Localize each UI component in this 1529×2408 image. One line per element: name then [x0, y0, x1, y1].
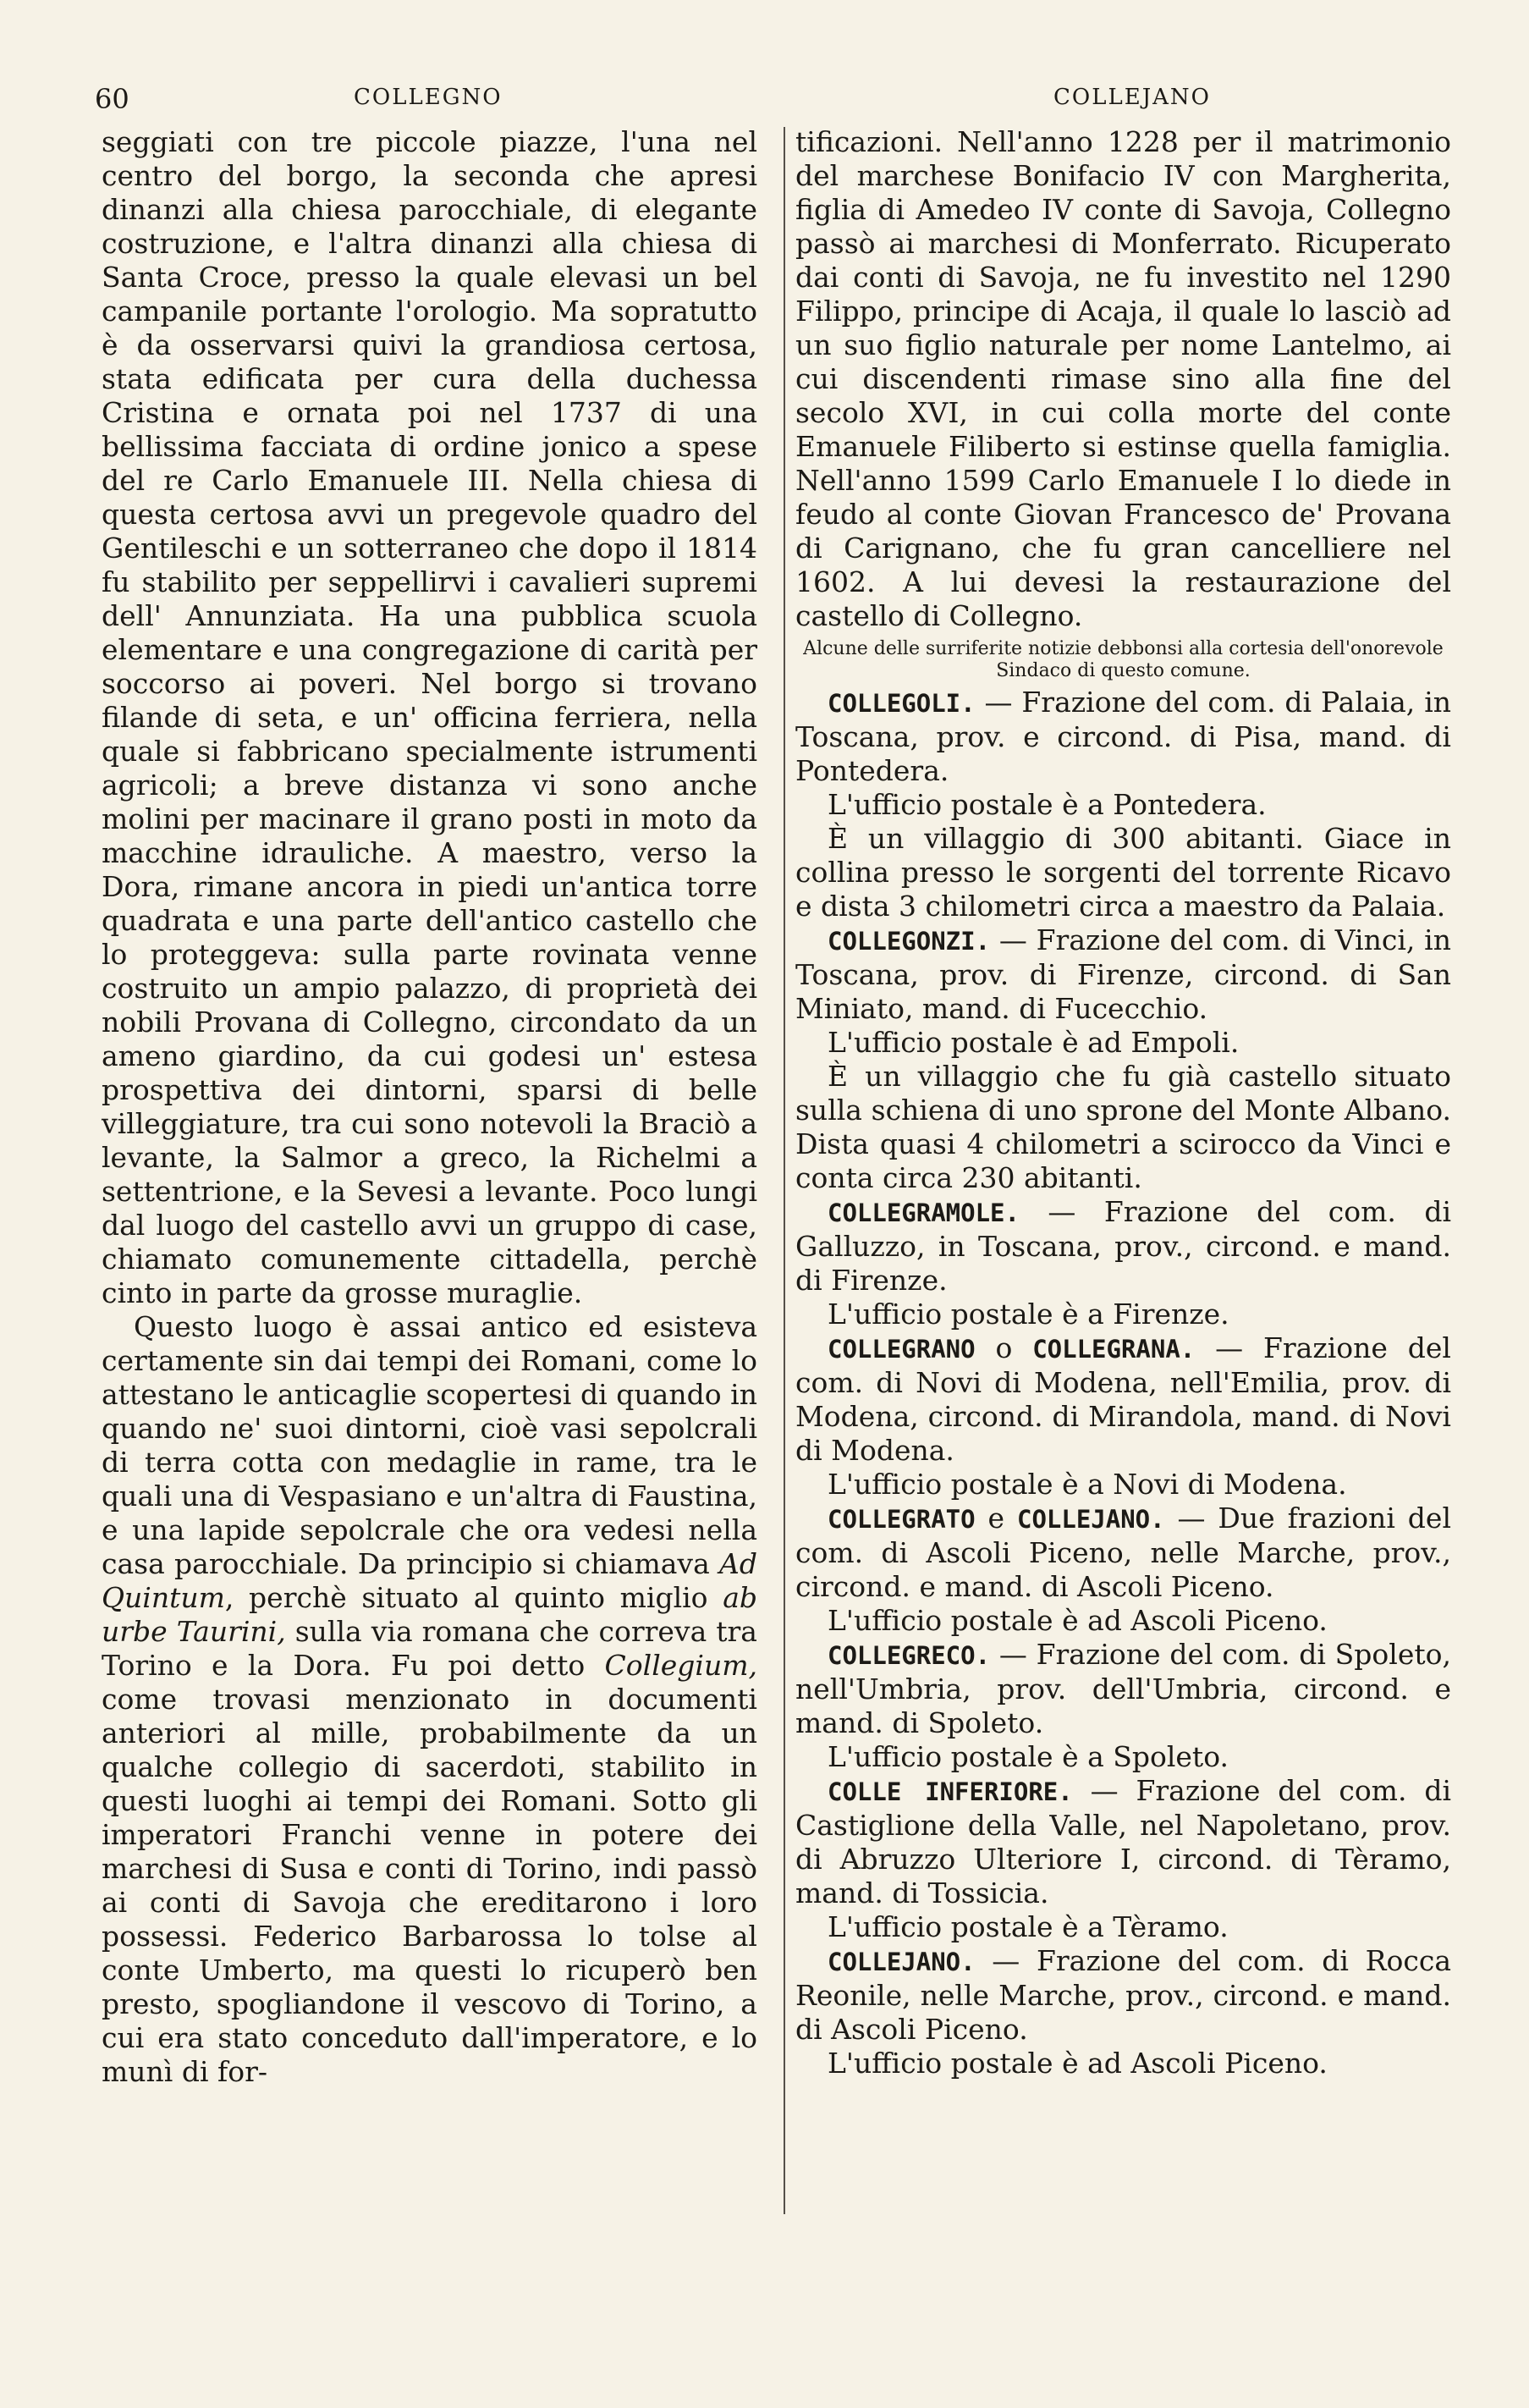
text-run: , perchè situato al quinto miglio: [224, 1581, 723, 1614]
entry-body: — Frazione del com. di Palaia, in Toscana, prov. e circond. di Pisa, mand. di Pontedera.: [795, 686, 1451, 787]
entry-headword: COLLEGOLI.: [828, 689, 976, 718]
gazetteer-entries: [795, 686, 1451, 2080]
text-run: come trovasi menzionato in documenti anteriori al mille, probabilmente da un qualche collegio di sacerdoti, stabilito in questi luoghi ai tempi dei Romani. Sotto gli imperatori Franchi venne in potere dei marchesi di Susa e conti di Torino, indi passò ai conti di Savoja che ereditarono i loro possessi. Federico Barbarossa lo tolse al conte Umberto, ma questi lo ricuperò ben presto, spogliandone il vescovo di Torino, a cui era stato conceduto dall'imperatore, e lo munì di for-: [102, 1683, 757, 2088]
source-note: Alcune delle surriferite notizie debbonsi alla cortesia dell'onorevole Sindaco di questo comune.: [803, 638, 1444, 681]
entry-detail: L'ufficio postale è a Spoleto.: [828, 1740, 1229, 1773]
left-column: [102, 125, 757, 2089]
entry-detail: L'ufficio postale è ad Ascoli Piceno.: [828, 2047, 1328, 2080]
gazetteer-entry: [795, 923, 1451, 1026]
entry-headword: COLLEGRATO: [828, 1505, 976, 1534]
entry-body: — Frazione del com. di Spoleto, nell'Umbria, prov. dell'Umbria, circond. e mand. di Spoleto.: [795, 1638, 1451, 1739]
entry-detail: È un villaggio di 300 abitanti. Giace in collina presso le sorgenti del torrente Ricavo e dista 3 chilometri circa a maestro da Palaia.: [795, 822, 1451, 923]
entry-body: — Frazione del com. di Vinci, in Toscana, prov. di Firenze, circond. di San Miniato, mand. di Fucecchio.: [795, 923, 1451, 1025]
entry-body: — Frazione del com. di Rocca Reonile, nelle Marche, prov., circond. e mand. di Ascoli Piceno.: [795, 1944, 1451, 2046]
entry-detail: L'ufficio postale è a Tèramo.: [828, 1910, 1229, 1943]
latin-term: Collegium,: [604, 1649, 757, 1682]
entry-detail: L'ufficio postale è ad Empoli.: [828, 1026, 1240, 1059]
left-paragraph-2: [102, 1310, 757, 2089]
gazetteer-entry: [795, 686, 1451, 788]
entry-headword: COLLEGRANO: [828, 1335, 976, 1364]
entry-headword: COLLE INFERIORE.: [828, 1777, 1073, 1806]
entry-detail: L'ufficio postale è ad Ascoli Piceno.: [828, 1604, 1328, 1637]
entry-body: — Frazione del com. di Novi di Modena, nell'Emilia, prov. di Modena, circond. di Mirandola, mand. di Novi di Modena.: [795, 1331, 1451, 1467]
entry-connector: e: [975, 1502, 1017, 1535]
column-divider: [784, 127, 785, 2214]
entry-headword: COLLEJANO.: [1016, 1505, 1165, 1534]
gazetteer-entry: [795, 1502, 1451, 1604]
entry-connector: o: [975, 1331, 1033, 1364]
gazetteer-entry: [795, 1944, 1451, 2047]
entry-headword: COLLEGRECO.: [828, 1641, 991, 1670]
left-running-head: COLLEGNO: [354, 85, 503, 110]
entry-body: — Frazione del com. di Galluzzo, in Toscana, prov., circond. e mand. di Firenze.: [795, 1195, 1451, 1297]
entry-detail: L'ufficio postale è a Pontedera.: [828, 788, 1267, 821]
text-run: Questo luogo è assai antico ed esisteva certamente sin dai tempi dei Romani, come lo attestano le anticaglie scopertesi di quando in quando ne' suoi dintorni, cioè vasi sepolcrali di terra cotta con medaglie in rame, tra le quali una di Vespasiano e un'altra di Faustina, e una lapide sepolcrale che ora vedesi nella casa parocchiale. Da principio si chiamava: [102, 1310, 757, 1580]
entry-detail: L'ufficio postale è a Firenze.: [828, 1298, 1229, 1331]
entry-body: — Due frazioni del com. di Ascoli Piceno, nelle Marche, prov., circond. e mand. di Ascoli Piceno.: [795, 1502, 1451, 1603]
right-running-head: COLLEJANO: [1053, 85, 1211, 110]
entry-detail: L'ufficio postale è a Novi di Modena.: [828, 1468, 1347, 1501]
right-column: [795, 125, 1451, 2080]
right-paragraph-1: tificazioni. Nell'anno 1228 per il matrimonio del marchese Bonifacio IV con Margherita, figlia di Amedeo IV conte di Savoja, Collegno passò ai marchesi di Monferrato. Ricuperato dai conti di Savoja, ne fu investito nel 1290 Filippo, principe di Acaja, il quale lo lasciò ad un suo figlio naturale per nome Lantelmo, ai cui discendenti rimase sino alla fine del secolo XVI, in cui colla morte del conte Emanuele Filiberto si estinse quella famiglia. Nell'anno 1599 Carlo Emanuele I lo diede in feudo al conte Giovan Francesco de' Provana di Carignano, che fu gran cancelliere nel 1602. A lui devesi la restaurazione del castello di Collegno.: [795, 125, 1451, 632]
left-paragraph-1: seggiati con tre piccole piazze, l'una nel centro del borgo, la seconda che apresi dinanzi alla chiesa parocchiale, di elegante costruzione, e l'altra dinanzi alla chiesa di Santa Croce, presso la quale elevasi un bel campanile portante l'orologio. Ma sopratutto è da osservarsi quivi la grandiosa certosa, stata edificata per cura della duchessa Cristina e ornata poi nel 1737 di una bellissima facciata di ordine jonico a spese del re Carlo Emanuele III. Nella chiesa di questa certosa avvi un pregevole quadro del Gentileschi e un sotterraneo che dopo il 1814 fu stabilito per seppellirvi i cavalieri supremi dell' Annunziata. Ha una pubblica scuola elementare e una congregazione di carità per soccorso ai poveri. Nel borgo si trovano filande di seta, e un' officina ferriera, nella quale si fabbricano specialmente istrumenti agricoli; a breve distanza vi sono anche molini per macinare il grano posti in moto da macchine idrauliche. A maestro, verso la Dora, rimane ancora in piedi un'antica torre quadrata e una parte dell'antico castello che lo proteggeva: sulla parte rovinata venne costruito un ampio palazzo, di proprietà dei nobili Provana di Collegno, circondato da un ameno giardino, da cui godesi un' estesa prospettiva dei dintorni, sparsi di belle villeggiature, tra cui sono notevoli la Braciò a levante, la Salmor a greco, la Richelmi a settentrione, e la Sevesi a levante. Poco lungi dal luogo del castello avvi un gruppo di case, chiamato comunemente cittadella, perchè cinto in parte da grosse muraglie.: [102, 125, 757, 1309]
entry-body: — Frazione del com. di Castiglione della Valle, nel Napoletano, prov. di Abruzzo Ulteriore I, circond. di Tèramo, mand. di Tossicia.: [795, 1774, 1452, 1909]
gazetteer-entry: [795, 1638, 1451, 1740]
latin-term: ab urbe Taurini,: [102, 1581, 757, 1648]
gazetteer-entry: [795, 1195, 1451, 1298]
gazetteer-entry: [795, 1331, 1451, 1468]
gazetteer-entry: [795, 1774, 1451, 1910]
entry-headword: COLLEJANO.: [828, 1948, 976, 1976]
text-run: sulla via romana che correva tra Torino e la Dora. Fu poi detto: [102, 1615, 757, 1682]
entry-headword: COLLEGRANA.: [1032, 1335, 1196, 1364]
entry-detail: È un villaggio che fu già castello situato sulla schiena di uno sprone del Monte Albano. Dista quasi 4 chilometri a scirocco da Vinci e conta circa 230 abitanti.: [795, 1060, 1451, 1194]
latin-term: Ad Quintum: [102, 1547, 757, 1614]
entry-headword: COLLEGRAMOLE.: [828, 1198, 1020, 1227]
entry-headword: COLLEGONZI.: [828, 927, 991, 956]
page-number: 60: [95, 83, 129, 115]
